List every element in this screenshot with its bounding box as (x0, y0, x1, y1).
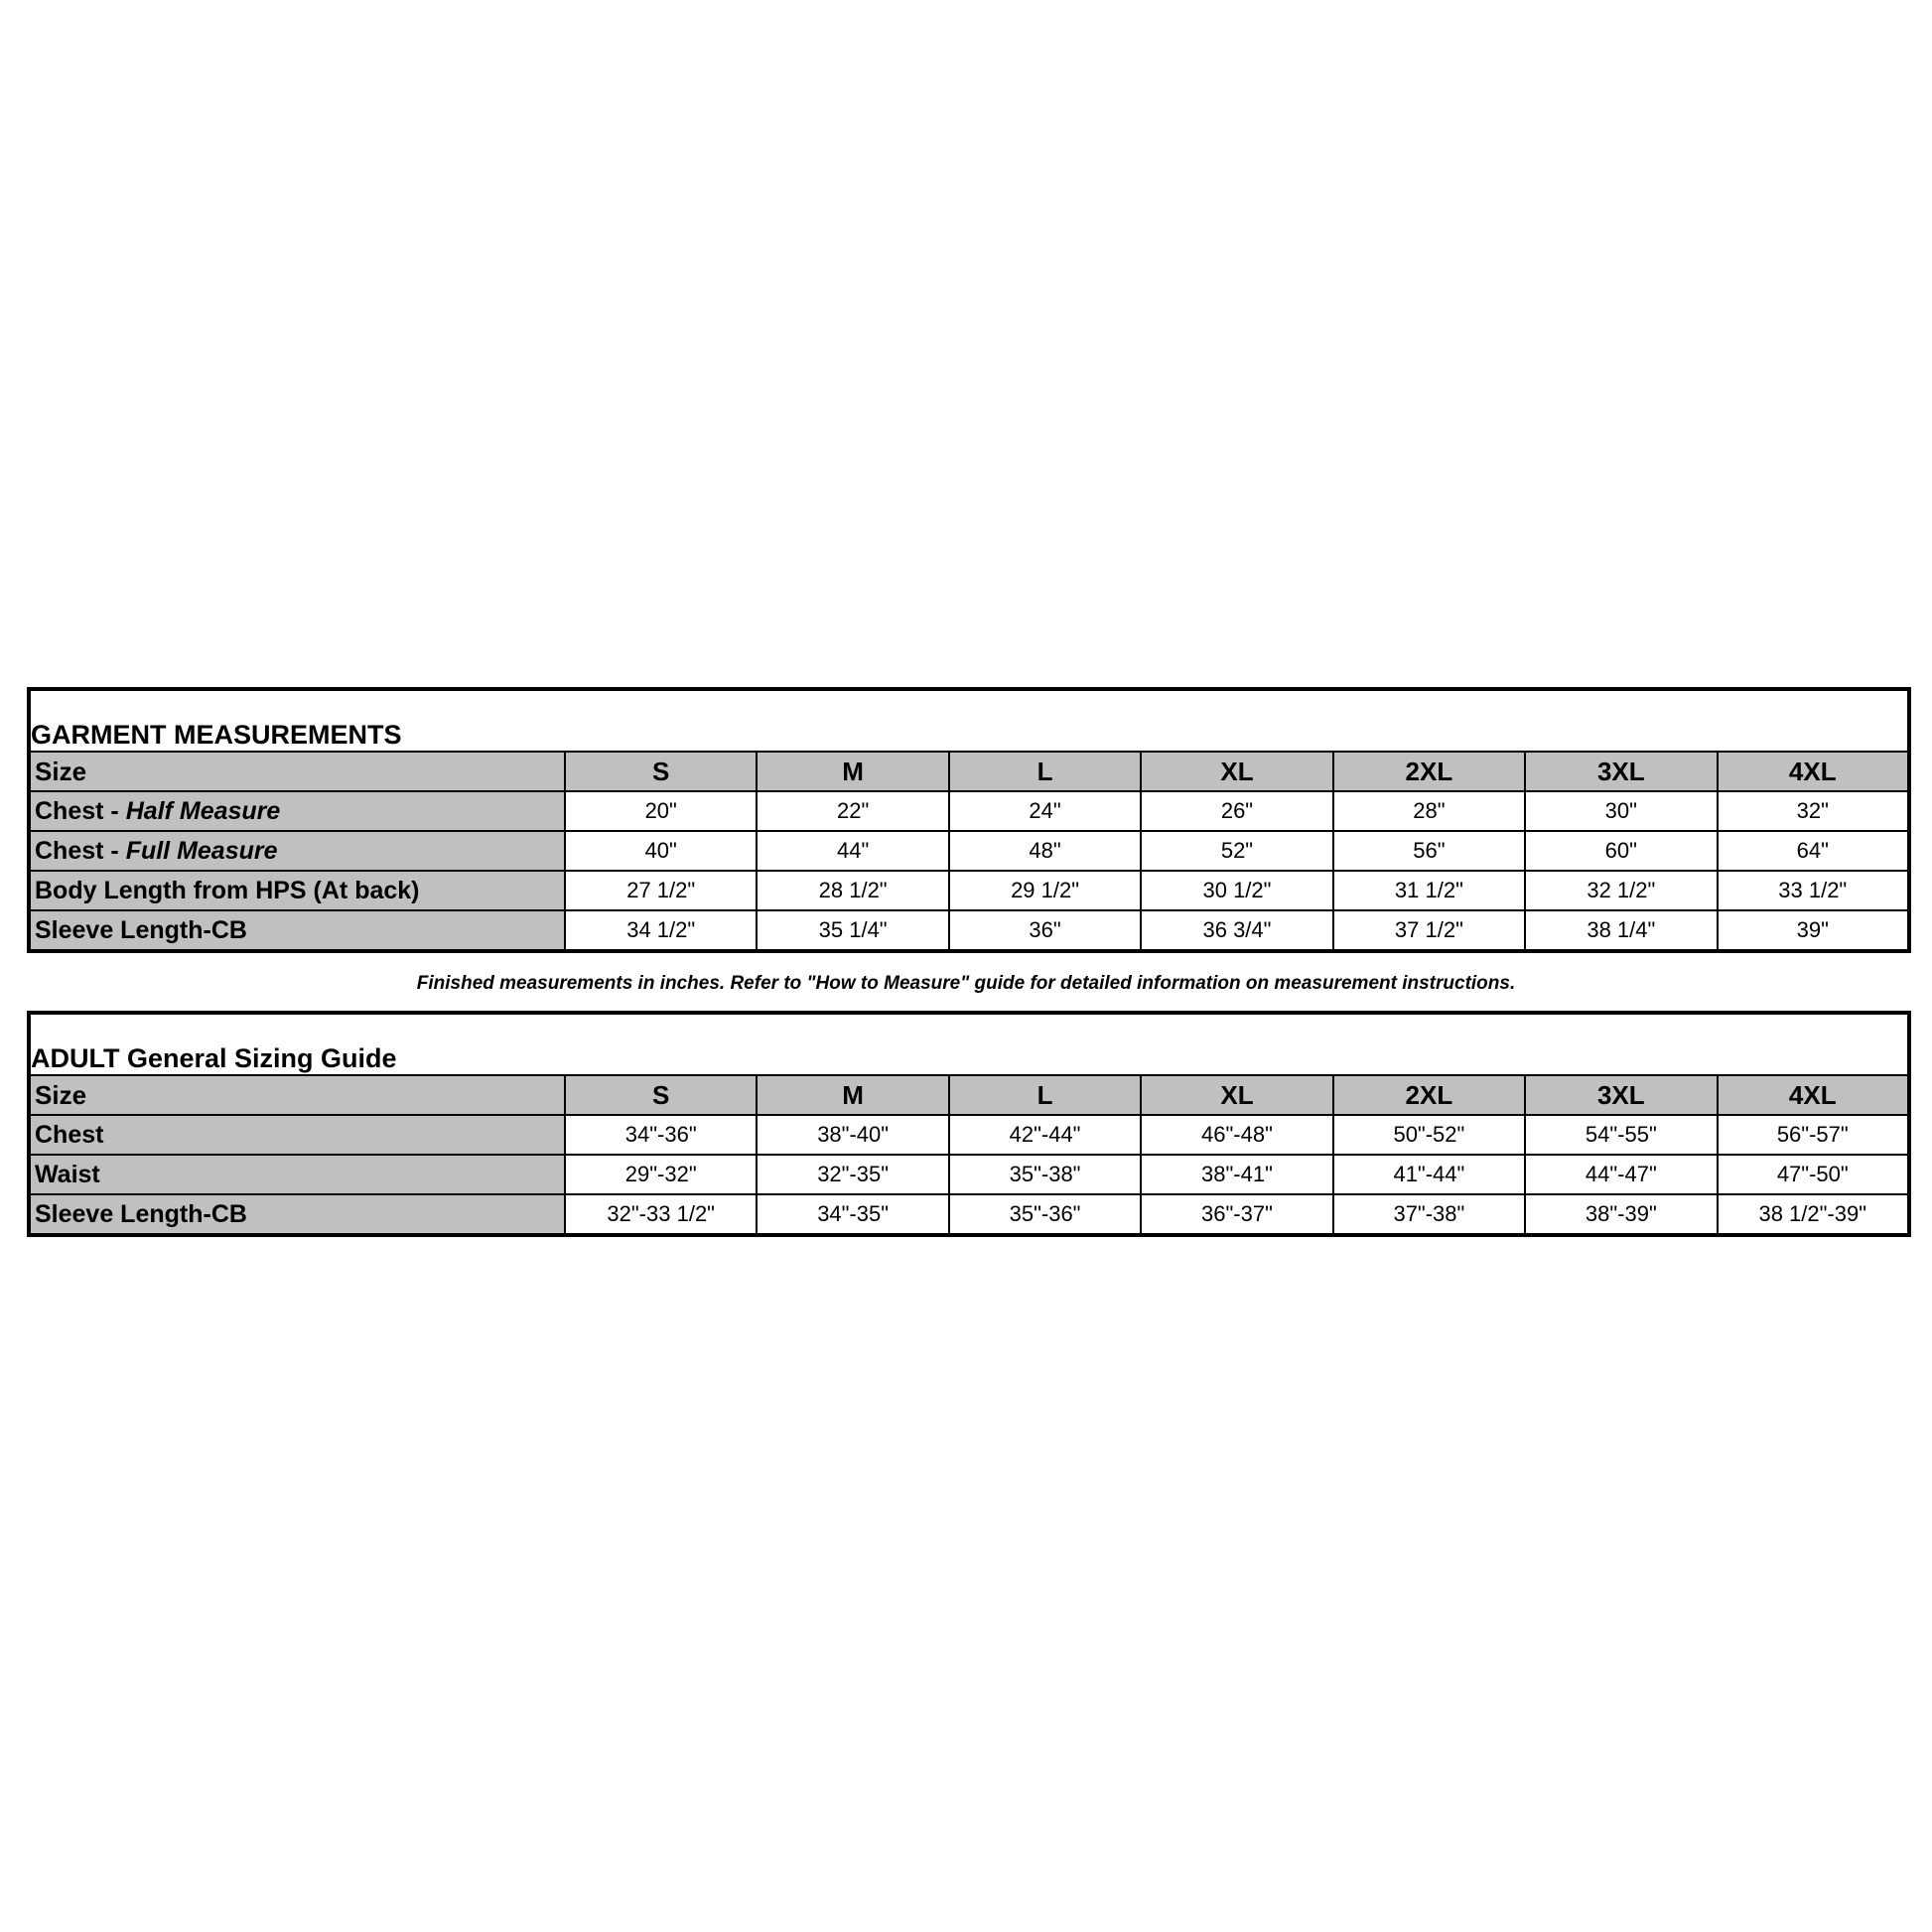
measurement-cell: 50"-52" (1333, 1115, 1525, 1155)
row-label-text: Chest - (35, 796, 126, 825)
size-header-cell: 2XL (1333, 752, 1525, 791)
measurement-cell: 31 1/2" (1333, 871, 1525, 910)
measurement-cell: 44" (757, 831, 948, 871)
measurement-cell: 36" (949, 910, 1141, 951)
row-label-text: Sleeve Length-CB (35, 1199, 247, 1228)
measurement-cell: 24" (949, 791, 1141, 831)
measurement-cell: 56"-57" (1718, 1115, 1909, 1155)
row-label-emphasis: Half Measure (125, 796, 281, 825)
measurement-cell: 32" (1718, 791, 1909, 831)
measurement-cell: 35"-38" (949, 1155, 1141, 1194)
garment-table-body (29, 689, 1909, 951)
measurement-cell: 60" (1525, 831, 1717, 871)
measurement-cell: 27 1/2" (565, 871, 757, 910)
measurement-cell: 36 3/4" (1141, 910, 1332, 951)
size-header-cell: XL (1141, 752, 1332, 791)
measurement-cell: 33 1/2" (1718, 871, 1909, 910)
adult-sizing-guide-table-block (27, 1011, 1911, 1237)
table-row (29, 871, 1909, 910)
measurement-cell: 41"-44" (1333, 1155, 1525, 1194)
measurement-cell: 39" (1718, 910, 1909, 951)
measurement-note: Finished measurements in inches. Refer to "How to Measure" guide for detailed information on measurement instructions. (416, 973, 1516, 994)
garment-measurements-table (27, 687, 1911, 953)
measurement-cell: 22" (757, 791, 948, 831)
measurement-cell: 42"-44" (949, 1115, 1141, 1155)
row-label-text: Chest (35, 1120, 104, 1149)
measurement-cell: 64" (1718, 831, 1909, 871)
measurement-cell: 40" (565, 831, 757, 871)
row-label-text: Waist (35, 1160, 100, 1188)
garment-table-title: GARMENT MEASUREMENTS (29, 689, 1909, 752)
row-label-text: Chest - (35, 836, 126, 865)
size-header-cell: S (565, 1075, 757, 1115)
size-header-cell: 2XL (1333, 1075, 1525, 1115)
adult-size-header-row (29, 1075, 1909, 1115)
adult-table-title: ADULT General Sizing Guide (29, 1013, 1909, 1075)
measurement-cell: 30 1/2" (1141, 871, 1332, 910)
measurement-cell: 34"-36" (565, 1115, 757, 1155)
garment-measurements-table-block (27, 687, 1911, 953)
row-label (29, 1115, 565, 1155)
row-label (29, 831, 565, 871)
row-label (29, 1194, 565, 1235)
size-header-label: Size (29, 1075, 565, 1115)
measurement-cell: 44"-47" (1525, 1155, 1717, 1194)
size-header-cell: XL (1141, 1075, 1332, 1115)
row-label-emphasis: Full Measure (125, 836, 278, 865)
row-label (29, 910, 565, 951)
adult-table-body (29, 1013, 1909, 1235)
row-label-text: Body Length from HPS (At back) (35, 876, 420, 904)
row-label (29, 791, 565, 831)
table-row (29, 791, 1909, 831)
measurement-cell: 32"-35" (757, 1155, 948, 1194)
measurement-cell: 34 1/2" (565, 910, 757, 951)
garment-size-header-row (29, 752, 1909, 791)
measurement-cell: 36"-37" (1141, 1194, 1332, 1235)
measurement-cell: 34"-35" (757, 1194, 948, 1235)
table-row (29, 1115, 1909, 1155)
measurement-cell: 20" (565, 791, 757, 831)
size-header-cell: 3XL (1525, 752, 1717, 791)
table-row (29, 1155, 1909, 1194)
measurement-cell: 29 1/2" (949, 871, 1141, 910)
size-header-cell: S (565, 752, 757, 791)
measurement-cell: 32 1/2" (1525, 871, 1717, 910)
measurement-cell: 28 1/2" (757, 871, 948, 910)
table-row (29, 831, 1909, 871)
size-header-cell: L (949, 752, 1141, 791)
measurement-cell: 37"-38" (1333, 1194, 1525, 1235)
size-header-cell: L (949, 1075, 1141, 1115)
measurement-cell: 38"-41" (1141, 1155, 1332, 1194)
size-header-cell: M (757, 1075, 948, 1115)
size-header-cell: 4XL (1718, 752, 1909, 791)
measurement-cell: 38"-39" (1525, 1194, 1717, 1235)
measurement-cell: 48" (949, 831, 1141, 871)
row-label (29, 1155, 565, 1194)
measurement-cell: 32"-33 1/2" (565, 1194, 757, 1235)
measurement-cell: 38"-40" (757, 1115, 948, 1155)
table-row (29, 910, 1909, 951)
measurement-cell: 47"-50" (1718, 1155, 1909, 1194)
measurement-cell: 38 1/2"-39" (1718, 1194, 1909, 1235)
measurement-cell: 38 1/4" (1525, 910, 1717, 951)
row-label-text: Sleeve Length-CB (35, 915, 247, 944)
size-header-label: Size (29, 752, 565, 791)
size-header-cell: 4XL (1718, 1075, 1909, 1115)
table-row (29, 1194, 1909, 1235)
measurement-cell: 35"-36" (949, 1194, 1141, 1235)
measurement-cell: 37 1/2" (1333, 910, 1525, 951)
measurement-cell: 35 1/4" (757, 910, 948, 951)
measurement-cell: 26" (1141, 791, 1332, 831)
adult-sizing-guide-table (27, 1011, 1911, 1237)
measurement-cell: 56" (1333, 831, 1525, 871)
garment-title-row (29, 689, 1909, 752)
size-header-cell: 3XL (1525, 1075, 1717, 1115)
row-label (29, 871, 565, 910)
measurement-cell: 52" (1141, 831, 1332, 871)
measurement-cell: 54"-55" (1525, 1115, 1717, 1155)
size-header-cell: M (757, 752, 948, 791)
measurement-cell: 29"-32" (565, 1155, 757, 1194)
measurement-cell: 46"-48" (1141, 1115, 1332, 1155)
adult-title-row (29, 1013, 1909, 1075)
measurement-cell: 30" (1525, 791, 1717, 831)
measurement-cell: 28" (1333, 791, 1525, 831)
